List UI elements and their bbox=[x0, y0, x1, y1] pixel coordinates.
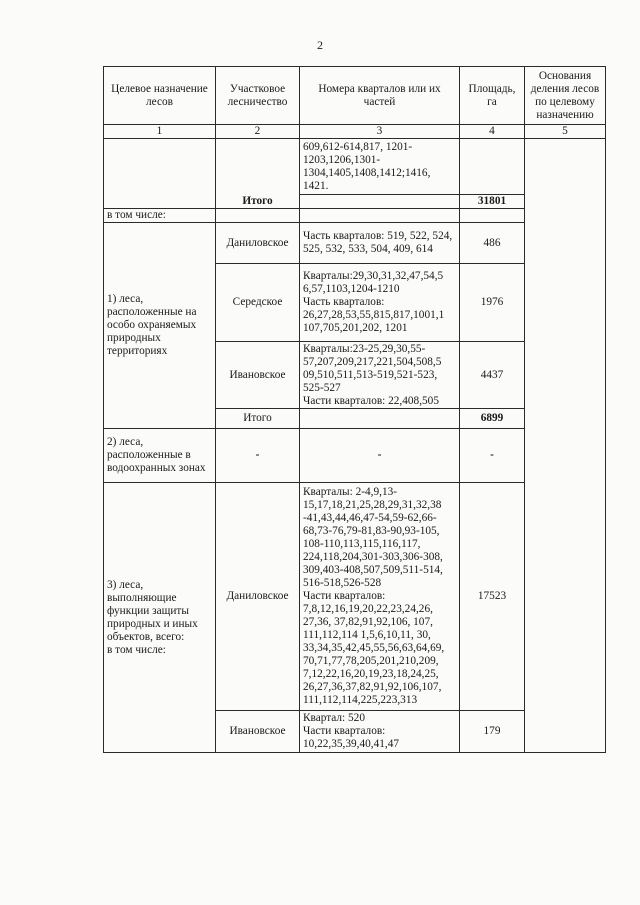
header-quarters: Номера кварталов или их частей bbox=[300, 67, 460, 125]
forestry-cell: Даниловское bbox=[216, 483, 300, 711]
forestry-cell: Ивановское bbox=[216, 711, 300, 753]
column-number: 1 bbox=[104, 125, 216, 139]
forestry-cell: Середское bbox=[216, 264, 300, 342]
column-number: 3 bbox=[300, 125, 460, 139]
column-number: 4 bbox=[460, 125, 525, 139]
quarters-cell: Квартал: 520 Части кварталов: 10,22,35,39,40,41,47 bbox=[300, 711, 460, 753]
continued-row bbox=[104, 139, 606, 195]
empty-cell bbox=[104, 139, 216, 195]
quarters-cell: Кварталы: 2-4,9,13- 15,17,18,21,25,28,29,31,32,38 -41,43,44,46,47-54,59-62,66- 68,73-76,79-81,83-90,93-105, 108-110,113,115,116,117, 224,118,204,301-303,306-308, 309,403-408,507,509,511-514, 516-518,526-528 Части кварталов: 7,8,12,16,19,20,22,23,24,26, 27,36, 37,82,91,92,106, 107, 111,112,114 1,5,6,10,11, 30, 33,34,35,42,45,55,56,63,64,69, 70,71,77,78,205,201,210,209, 7,12,22,16,20,19,23,18,24,25, 26,27,36,37,82,91,92,106,107, 111,112,114,225,223,313 bbox=[300, 483, 460, 711]
empty-cell bbox=[216, 139, 300, 195]
forest-purpose-table bbox=[103, 66, 606, 753]
purpose-cell: 2) леса, расположенные в водоохранных зонах bbox=[104, 429, 216, 483]
area-cell: 486 bbox=[460, 223, 525, 264]
basis-cell bbox=[525, 139, 606, 753]
subtotal-label: Итого bbox=[216, 409, 300, 429]
area-cell: 179 bbox=[460, 711, 525, 753]
subtotal-area: 6899 bbox=[460, 409, 525, 429]
quarters-cell: Часть кварталов: 519, 522, 524, 525, 532, 533, 504, 409, 614 bbox=[300, 223, 460, 264]
purpose-cell: 3) леса, выполняющие функции защиты природных и иных объектов, всего: в том числе: bbox=[104, 483, 216, 753]
column-numbers-row bbox=[104, 125, 606, 139]
header-area: Площадь, га bbox=[460, 67, 525, 125]
empty-cell bbox=[300, 209, 460, 223]
column-number: 2 bbox=[216, 125, 300, 139]
including-label: в том числе: bbox=[104, 209, 216, 223]
quarters-cell: - bbox=[300, 429, 460, 483]
area-cell: 4437 bbox=[460, 342, 525, 409]
empty-cell bbox=[216, 209, 300, 223]
header-basis: Основания деления лесов по целевому назначению bbox=[525, 67, 606, 125]
quarters-cell: 609,612-614,817, 1201- 1203,1206,1301- 1304,1405,1408,1412;1416, 1421. bbox=[300, 139, 460, 195]
table-header-row bbox=[104, 67, 606, 125]
header-forestry: Участковое лесничество bbox=[216, 67, 300, 125]
page-number: 2 bbox=[317, 38, 323, 52]
empty-cell bbox=[104, 195, 216, 209]
area-cell: - bbox=[460, 429, 525, 483]
purpose-cell: 1) леса, расположенные на особо охраняемых природных территориях bbox=[104, 223, 216, 429]
empty-cell bbox=[460, 139, 525, 195]
area-cell: 1976 bbox=[460, 264, 525, 342]
forestry-cell: Даниловское bbox=[216, 223, 300, 264]
empty-cell bbox=[300, 409, 460, 429]
forestry-cell: - bbox=[216, 429, 300, 483]
forestry-cell: Ивановское bbox=[216, 342, 300, 409]
empty-cell bbox=[460, 209, 525, 223]
total-area: 31801 bbox=[460, 195, 525, 209]
quarters-cell: Кварталы:29,30,31,32,47,54,5 6,57,1103,1204-1210 Часть кварталов: 26,27,28,53,55,815,817,1001,1 107,705,201,202, 1201 bbox=[300, 264, 460, 342]
empty-cell bbox=[300, 195, 460, 209]
area-cell: 17523 bbox=[460, 483, 525, 711]
header-purpose: Целевое назначение лесов bbox=[104, 67, 216, 125]
quarters-cell: Кварталы:23-25,29,30,55- 57,207,209,217,221,504,508,5 09,510,511,513-519,521-523, 525-527 Части кварталов: 22,408,505 bbox=[300, 342, 460, 409]
column-number: 5 bbox=[525, 125, 606, 139]
total-label: Итого bbox=[216, 195, 300, 209]
